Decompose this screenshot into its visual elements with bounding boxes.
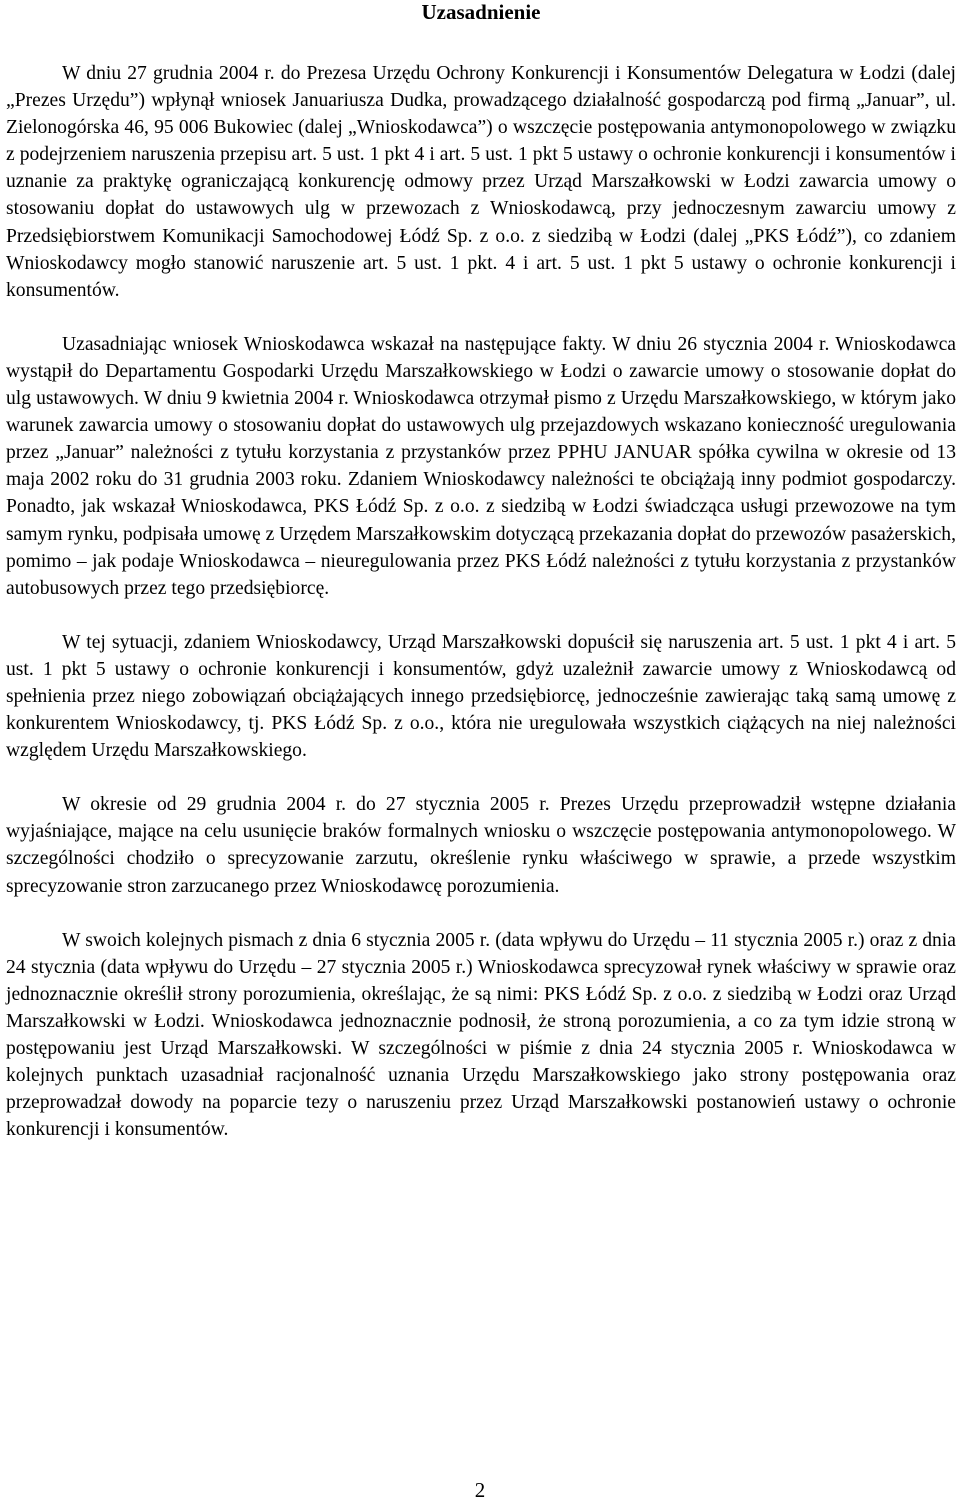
paragraph-3: W tej sytuacji, zdaniem Wnioskodawcy, Urząd Marszałkowski dopuścił się naruszenia art. 5 ust. 1 pkt 4 i art. 5 ust. 1 pkt 5 ustawy o ochronie konkurencji i konsumentów, gdyż uzależnił zawarcie umowy z Wnioskodawcą od spełnienia przez niego zobowiązań obciążających innego przedsiębiorcę, jednocześnie zawierając taką samą umowę z konkurentem Wnioskodawcy, tj. PKS Łódź Sp. z o.o., która nie uregulowała wszystkich ciążących na niej należności względem Urzędu Marszałkowskiego. bbox=[6, 631, 956, 762]
paragraph-5: W swoich kolejnych pismach z dnia 6 stycznia 2005 r. (data wpływu do Urzędu – 11 stycznia 2005 r.) oraz z dnia 24 stycznia (data wpływu do Urzędu – 27 stycznia 2005 r.) Wnioskodawca sprecyzował rynek właściwy w sprawie oraz jednoznacznie określił strony porozumienia, określając, że są nimi: PKS Łódź Sp. z o.o. z siedzibą w Łodzi oraz Urząd Marszałkowski w Łodzi. Wnioskodawca jednoznacznie podnosił, że stroną porozumienia, a co za tym idzie stroną w postępowaniu jest Urząd Marszałkowski. W szczególności w piśmie z dnia 24 stycznia 2005 r. Wnioskodawca w kolejnych punktach uzasadniał racjonalność uznania Urzędu Marszałkowskiego jako strony postępowania oraz przeprowadzał dowody na poparcie tezy o naruszeniu przez Urząd Marszałkowski postanowień ustawy o ochronie konkurencji i konsumentów. bbox=[6, 929, 956, 1141]
paragraph-2: Uzasadniając wniosek Wnioskodawca wskazał na następujące fakty. W dniu 26 stycznia 2004 r. Wnioskodawca wystąpił do Departamentu Gospodarki Urzędu Marszałkowskiego w Łodzi o zawarcie umowy o stosowanie dopłat do ulg ustawowych. W dniu 9 kwietnia 2004 r. Wnioskodawca otrzymał pismo z Urzędu Marszałkowskiego, w którym jako warunek zawarcia umowy o stosowaniu dopłat do ustawowych ulg przejazdowych wskazano konieczność uregulowania przez „Januar” należności z tytułu korzystania z przystanków przez PPHU JANUAR spółka cywilna w okresie od 13 maja 2002 roku do 31 grudnia 2003 roku. Zdaniem Wnioskodawcy należności te obciążają inny podmiot gospodarczy. Ponadto, jak wskazał Wnioskodawca, PKS Łódź Sp. z o.o. z siedzibą w Łodzi świadcząca usługi przewozowe na tym samym rynku, podpisała umowę z Urzędem Marszałkowskim dotyczącą przekazania dopłat do przewozów pasażerskich, pomimo – jak podaje Wnioskodawca – nieuregulowania przez PKS Łódź należności z tytułu korzystania z przystanków autobusowych przez tego przedsiębiorcę. bbox=[6, 333, 956, 599]
document-page bbox=[6, 0, 956, 1143]
page-number: 2 bbox=[474, 1478, 486, 1502]
page-title: Uzasadnienie bbox=[421, 0, 541, 24]
paragraph-4: W okresie od 29 grudnia 2004 r. do 27 stycznia 2005 r. Prezes Urzędu przeprowadził wstępne działania wyjaśniające, mające na celu usunięcie braków formalnych wniosku o wszczęcie postępowania antymonopolowego. W szczególności chodziło o sprecyzowanie zarzutu, określenie rynku właściwego w sprawie, a przede wszystkim sprecyzowanie stron zarzucanego przez Wnioskodawcę porozumienia. bbox=[6, 794, 956, 897]
paragraph-1: W dniu 27 grudnia 2004 r. do Prezesa Urzędu Ochrony Konkurencji i Konsumentów Delegatura w Łodzi (dalej „Prezes Urzędu”) wpłynął wniosek Januariusza Dudka, prowadzącego działalność gospodarczą pod firmą „Januar”, ul. Zielonogórska 46, 95 006 Bukowiec (dalej „Wnioskodawca”) o wszczęcie postępowania antymonopolowego w związku z podejrzeniem naruszenia przepisu art. 5 ust. 1 pkt 4 i art. 5 ust. 1 pkt 5 ustawy o ochronie konkurencji i konsumentów i uznanie za praktykę ograniczającą konkurencję odmowy przez Urząd Marszałkowski w Łodzi zawarcia umowy o stosowaniu dopłat do ustawowych ulg w przewozach z Wnioskodawcą, przy jednoczesnym zawarciu umowy z Przedsiębiorstwem Komunikacji Samochodowej Łódź Sp. z o.o. z siedzibą w Łodzi (dalej „PKS Łódź”), co zdaniem Wnioskodawcy mogło stanowić naruszenie art. 5 ust. 1 pkt. 4 i art. 5 ust. 1 pkt 5 ustawy o ochronie konkurencji i konsumentów. bbox=[6, 63, 956, 301]
